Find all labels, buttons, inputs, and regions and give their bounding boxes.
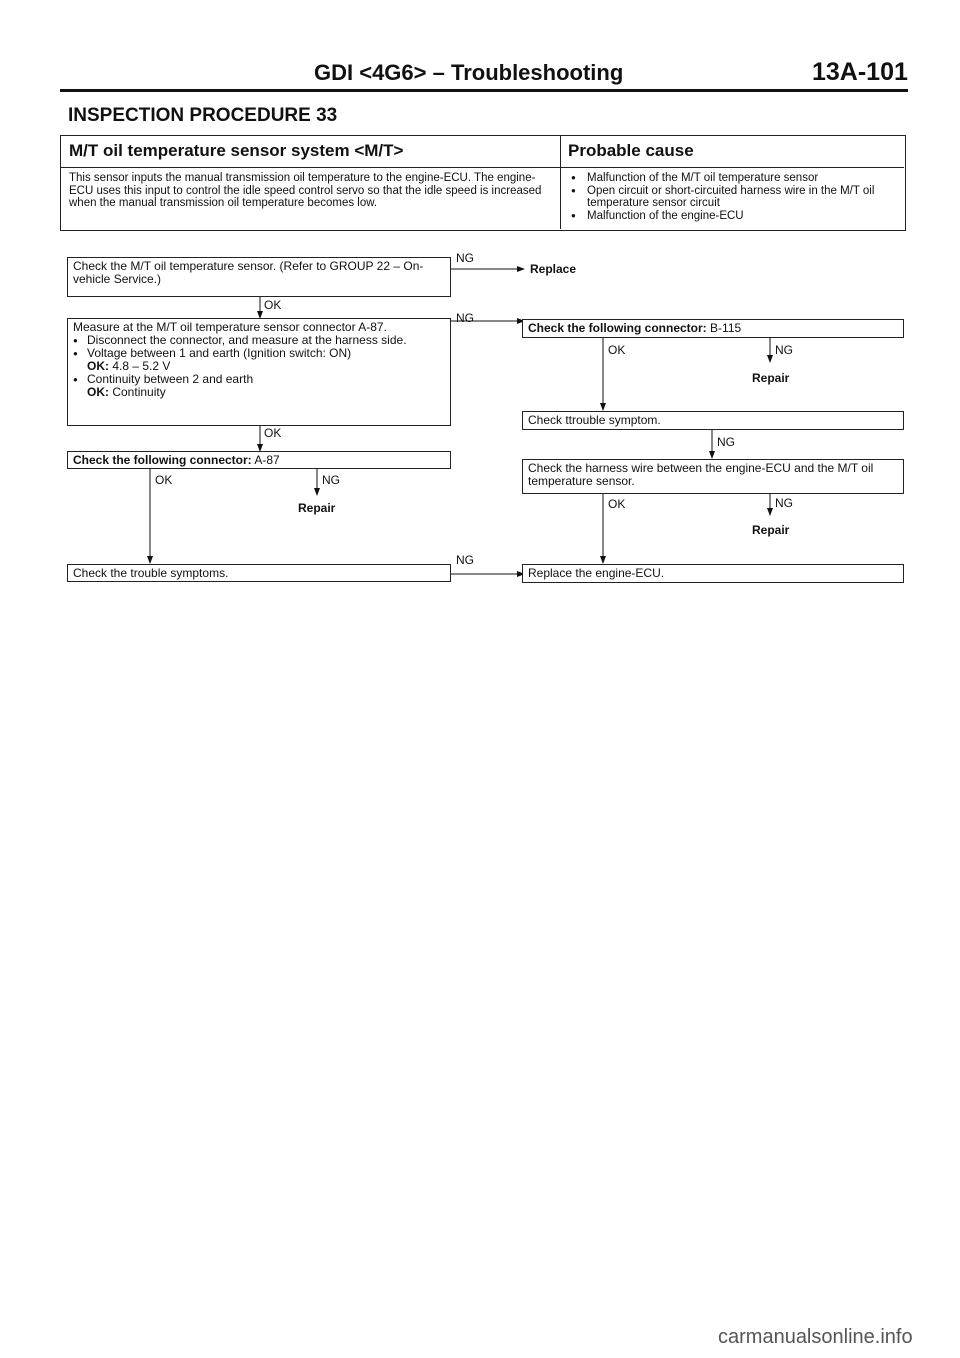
symptom-header: M/T oil temperature sensor system <M/T> <box>69 141 404 160</box>
ng-label: NG <box>456 553 474 567</box>
criterion-value: Continuity <box>112 385 166 399</box>
measure-criterion <box>73 386 445 399</box>
flow-step-check-connector-b115 <box>522 319 904 338</box>
ng-label: NG <box>717 435 735 449</box>
flow-step-check-trouble-symptom: Check ttrouble symptom. <box>522 411 904 430</box>
connector-id: B-115 <box>710 321 742 335</box>
flow-step-check-harness: Check the harness wire between the engine-ECU and the M/T oil temperature sensor. <box>522 459 904 494</box>
flow-step-replace-ecu: Replace the engine-ECU. <box>522 564 904 583</box>
repair-result: Repair <box>298 501 336 515</box>
flow-step-measure-connector <box>67 318 451 426</box>
page-number: 13A-101 <box>812 58 908 86</box>
ng-label: NG <box>456 311 474 325</box>
measure-list <box>73 373 445 386</box>
connector-id: A-87 <box>254 453 280 467</box>
watermark: carmanualsonline.info <box>718 1326 913 1348</box>
cause-item: ● Malfunction of the M/T oil temperature sensor <box>571 172 901 185</box>
ok-label: OK <box>608 497 626 511</box>
ng-label: NG <box>775 343 793 357</box>
ng-label: NG <box>456 251 474 265</box>
ng-label: NG <box>322 473 340 487</box>
cause-item: ● Malfunction of the engine-ECU <box>571 210 901 223</box>
repair-result: Repair <box>752 371 790 385</box>
replace-result: Replace <box>530 262 577 276</box>
flow-step-check-symptoms: Check the trouble symptoms. <box>67 564 451 582</box>
repair-result: Repair <box>752 523 790 537</box>
ok-label: OK <box>264 298 282 312</box>
ng-label: NG <box>775 496 793 510</box>
cause-item: ● Open circuit or short-circuited harness wire in the M/T oil temperature sensor circuit <box>571 185 901 210</box>
ok-label: OK <box>608 343 626 357</box>
flow-step-check-sensor: Check the M/T oil temperature sensor. (Refer to GROUP 22 – On-vehicle Service.) <box>67 257 451 297</box>
page-header-title: GDI <4G6> – Troubleshooting <box>314 60 624 85</box>
ok-label: OK <box>264 426 282 440</box>
measure-bullet: ● Disconnect the connector, and measure at the harness side. <box>73 334 445 347</box>
criterion-label: OK: <box>87 385 109 399</box>
measure-bullet: ● Continuity between 2 and earth <box>73 373 445 386</box>
ok-label: OK <box>155 473 173 487</box>
flow-step-check-connector-a87 <box>67 451 451 469</box>
measure-title: Measure at the M/T oil temperature sensor connector A-87. <box>73 320 387 334</box>
measure-bullet: ● Voltage between 1 and earth (Ignition switch: ON) <box>73 347 445 360</box>
measure-list <box>73 334 445 360</box>
connector-check-label: Check the following connector: <box>528 321 707 335</box>
criterion-value: 4.8 – 5.2 V <box>112 359 171 373</box>
symptom-description: This sensor inputs the manual transmission oil temperature to the engine-ECU. The engine-ECU uses this input to control the idle speed control servo so that the idle speed is increased when the manual transmission oil temperature becomes low. <box>69 172 542 209</box>
criterion-label: OK: <box>87 359 109 373</box>
connector-check-label: Check the following connector: <box>73 453 252 467</box>
procedure-title: INSPECTION PROCEDURE 33 <box>68 105 338 126</box>
cause-header: Probable cause <box>568 141 694 160</box>
